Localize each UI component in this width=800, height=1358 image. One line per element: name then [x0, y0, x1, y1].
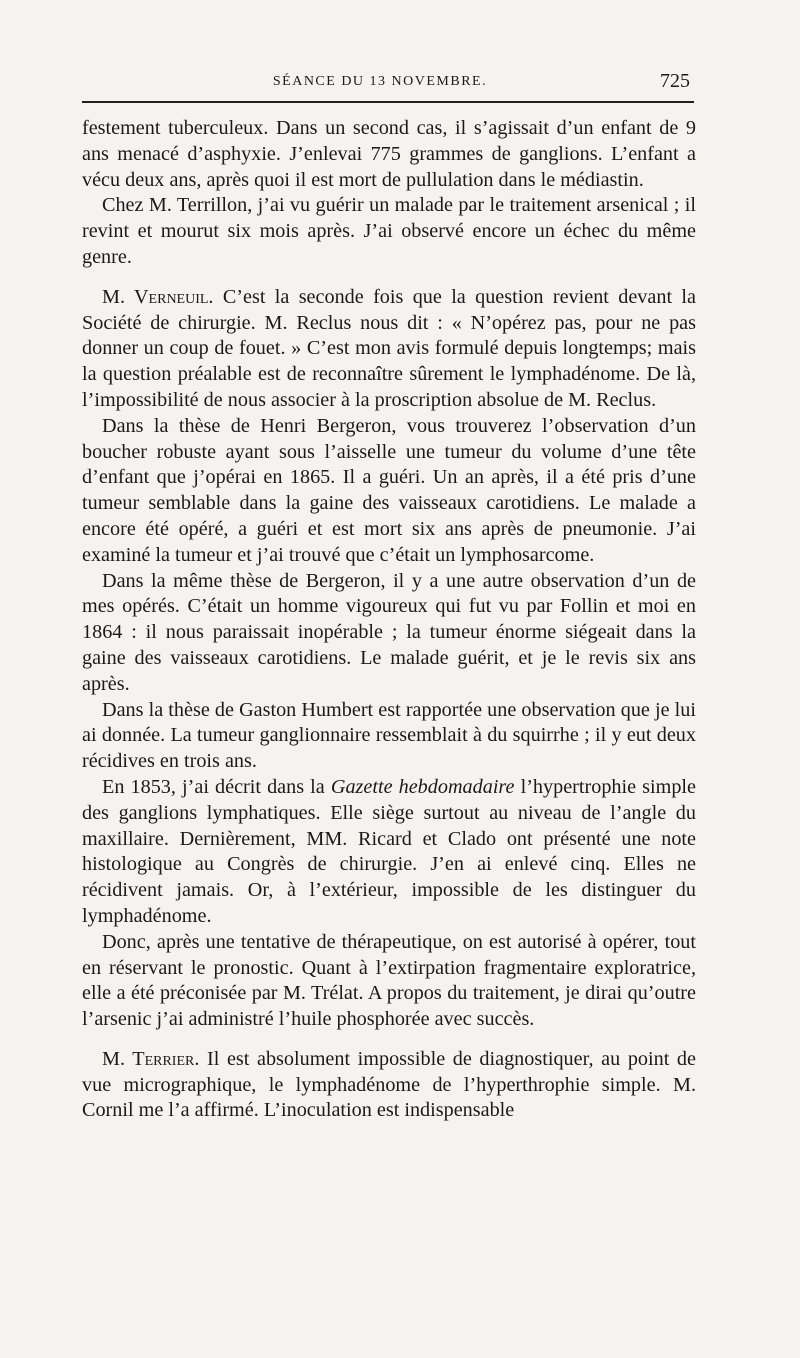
gazette-text-a: En 1853, j’ai décrit dans la	[102, 775, 331, 798]
terrier-text: Il est absolument impossible de diagnostiquer, au point de vue micrographique, le lymphadénome de l’hyperthrophie simple. M. Cornil me l’a affirmé. L’inoculation est indispensable	[82, 1047, 696, 1122]
gazette-text-b: l’hypertrophie simple des ganglions lymphatiques. Elle siège surtout au niveau de l’angle du maxillaire. Dernièrement, MM. Ricard et Clado ont présenté une note histologique au Congrès de chirurgie. J’en ai enlevé cinq. Elles ne récidivent jamais. Or, à l’extérieur, impossible de les distinguer du lymphadénome.	[82, 775, 696, 927]
speaker-verneuil: M. Verneuil.	[102, 285, 214, 308]
paragraph-bergeron-1: Dans la thèse de Henri Bergeron, vous trouverez l’observation d’un boucher robuste ayant sous l’aisselle une tumeur du volume d’une tête d’enfant que j’opérai en 1865. Il a guéri. Un an après, il a été pris d’une tumeur semblable dans la gaine des vaisseaux carotidiens. Le malade a encore été opéré, a guéri et est mort six ans après de pneumonie. J’ai examiné la tumeur et j’ai trouvé que c’était un lymphosarcome.	[82, 414, 696, 566]
speaker-terrier: M. Terrier.	[102, 1047, 200, 1070]
header-rule	[82, 101, 694, 103]
body-text	[82, 116, 696, 1124]
verneuil-text: C’est la seconde fois que la question revient devant la Société de chirurgie. M. Reclus nous dit : « N’opérez pas, pour ne pas donner un coup de fouet. » C’est mon avis formulé depuis longtemps; mais la question préalable est de reconnaître sûrement le lymphadénome. De là, l’impossibilité de nous associer à la proscription absolue de M. Reclus.	[82, 285, 696, 411]
paragraph-conclusion: Donc, après une tentative de thérapeutique, on est autorisé à opérer, tout en réservant le pronostic. Quant à l’extirpation fragmentaire exploratrice, elle a été préconisée par M. Trélat. A propos du traitement, je dirai qu’outre l’arsenic j’ai administré l’huile phosphorée avec succès.	[82, 930, 696, 1031]
paragraph-verneuil	[82, 285, 696, 414]
page-number: 725	[660, 70, 690, 92]
journal-title: Gazette hebdomadaire	[330, 775, 515, 798]
paragraph-continuation: festement tuberculeux. Dans un second cas, il s’agissait d’un enfant de 9 ans menacé d’asphyxie. J’enlevai 775 grammes de ganglions. L’enfant a vécu deux ans, après quoi il est mort de pullulation dans le médiastin.	[82, 117, 696, 191]
running-head: SÉANCE DU 13 NOVEMBRE.	[272, 74, 488, 89]
paragraph-terrillon: Chez M. Terrillon, j’ai vu guérir un malade par le traitement arsenical ; il revint et mourut six mois après. J’ai observé encore un échec du même genre.	[82, 194, 696, 268]
page-header	[70, 70, 690, 94]
paragraph-terrier	[82, 1047, 696, 1124]
paragraph-humbert: Dans la thèse de Gaston Humbert est rapportée une observation que je lui ai donnée. La tumeur ganglionnaire ressemblait à du squirrhe ; il y eut deux récidives en trois ans.	[82, 698, 696, 773]
paragraph-bergeron-2: Dans la même thèse de Bergeron, il y a une autre observation d’un de mes opérés. C’était un homme vigoureux qui fut vu par Follin et moi en 1864 : il nous paraissait inopérable ; la tumeur énorme siégeait dans la gaine des vaisseaux carotidiens. Le malade guérit, et je le revis six ans après.	[82, 569, 696, 695]
paragraph-gazette	[82, 775, 696, 930]
